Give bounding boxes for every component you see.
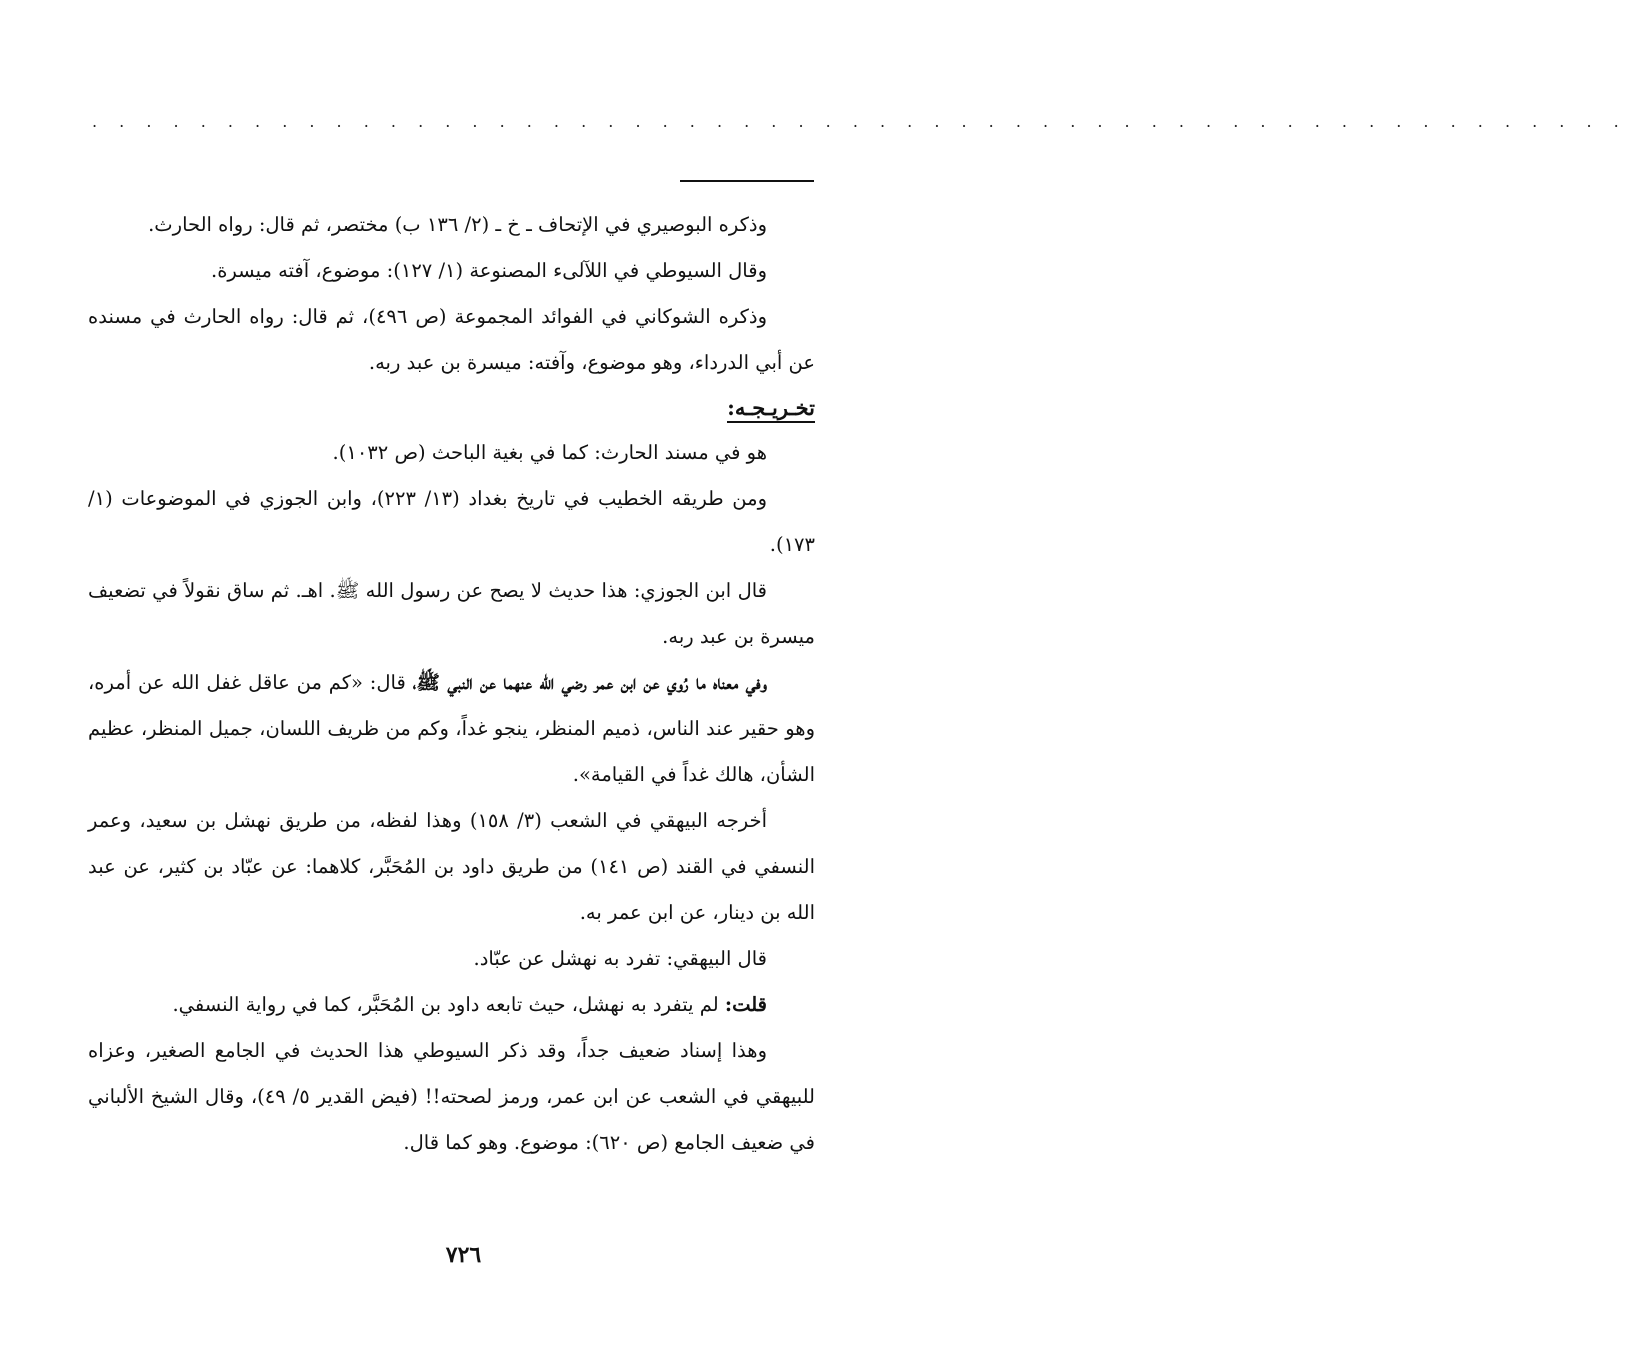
qultu-text: لم يتفرد به نهشل، حيث تابعه داود بن المُحَبَّر، كما في رواية النسفي.: [172, 993, 725, 1016]
paragraph-ibn-jawzi: قال ابن الجوزي: هذا حديث لا يصح عن رسول الله ﷺ. اهـ. ثم ساق نقولاً في تضعيف ميسرة بن عبد ربه.: [88, 579, 815, 648]
separator-dots: . . . . . . . . . . . . . . . . . . . . . . . . . . . . . . . . . . . . . . . . . . . . . . . . . . . . . . . . .: [92, 112, 1627, 131]
hadith-intro: وفي معناه ما رُوي عن ابن عمر رضي الله عنهما عن النبي ﷺ،: [412, 671, 768, 694]
hadith-quote: قال: «كم من عاقل غفل الله عن أمره، وهو حقير عند الناس، ذميم المنظر، ينجو غداً، وكم من ظريف اللسان، جميل المنظر، عظيم الشأن، هالك غداً في القيامة».: [88, 671, 815, 786]
paragraph-final: وهذا إسناد ضعيف جداً، وقد ذكر السيوطي هذا الحديث في الجامع الصغير، وعزاه للبيهقي في الشعب عن ابن عمر، ورمز لصحته!! (فيض القدير ٥/ ٤٩)، وقال الشيخ الألباني في ضعيف الجامع (ص ٦٢٠): موضوع. وهو كما قال.: [88, 1039, 815, 1154]
takhrij-heading: [88, 386, 815, 430]
footnote-rule: [680, 180, 814, 182]
qultu-label: قلت:: [724, 993, 767, 1016]
paragraph-busiri: وذكره البوصيري في الإتحاف ـ خ ـ (٢/ ١٣٦ ب) مختصر، ثم قال: رواه الحارث.: [148, 213, 767, 236]
paragraph-khatib: ومن طريقه الخطيب في تاريخ بغداد (١٣/ ٢٢٣)، وابن الجوزي في الموضوعات (١/ ١٧٣).: [88, 487, 815, 556]
paragraph-shawkani: وذكره الشوكاني في الفوائد المجموعة (ص ٤٩٦)، ثم قال: رواه الحارث في مسنده عن أبي الدرداء، وهو موضوع، وآفته: ميسرة بن عبد ربه.: [88, 305, 815, 374]
paragraph-hadith: [88, 660, 815, 798]
paragraph-musnad: هو في مسند الحارث: كما في بغية الباحث (ص ١٠٣٢).: [332, 441, 767, 464]
page-number: ٧٢٦: [445, 1242, 482, 1268]
body-text: [88, 202, 815, 1166]
paragraph-qultu: [88, 982, 815, 1028]
paragraph-bayhaqi-said: قال البيهقي: تفرد به نهشل عن عبّاد.: [473, 947, 767, 970]
paragraph-bayhaqi-takhrij: أخرجه البيهقي في الشعب (٣/ ١٥٨) وهذا لفظه، من طريق نهشل بن سعيد، وعمر النسفي في القند (ص ١٤١) من طريق داود بن المُحَبَّر، كلاهما: عن عبّاد بن كثير، عن عبد الله بن دينار، عن ابن عمر به.: [88, 809, 815, 924]
paragraph-suyuti: وقال السيوطي في اللآلىء المصنوعة (١/ ١٢٧): موضوع، آفته ميسرة.: [211, 259, 767, 282]
takhrij-heading-text: تخـريـجـه:: [727, 395, 815, 423]
